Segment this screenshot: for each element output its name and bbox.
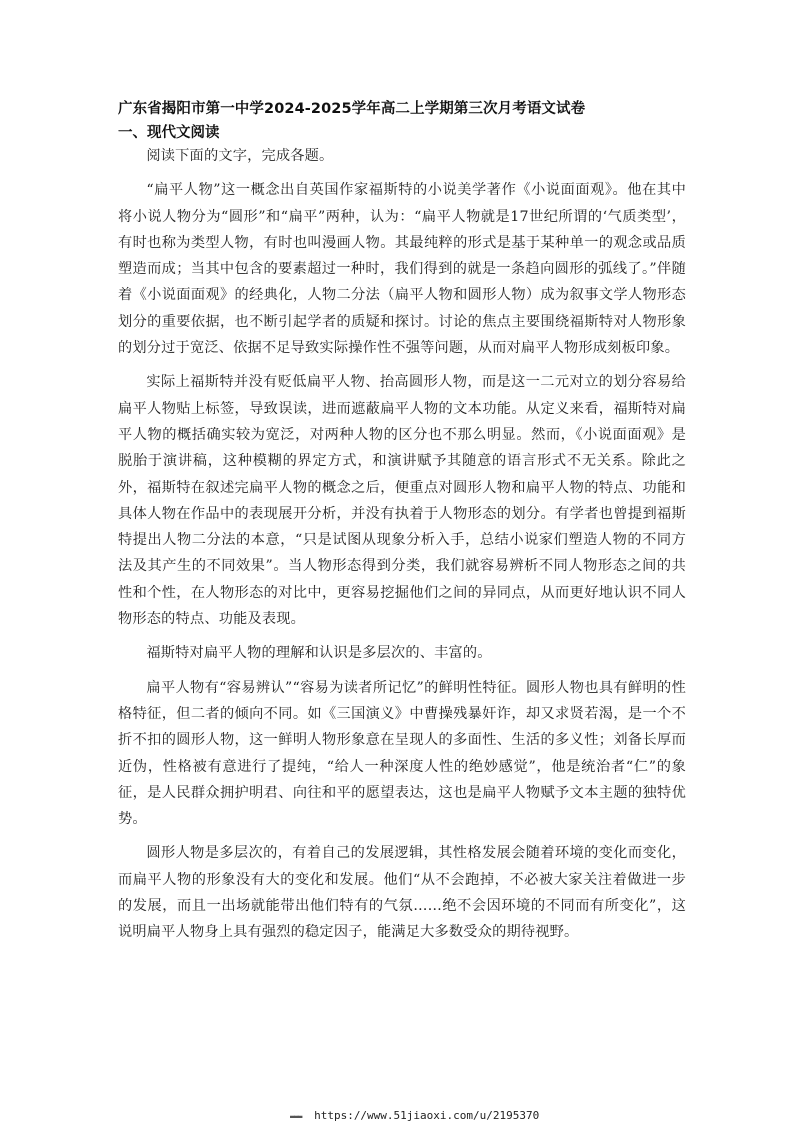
section-heading: 一、现代文阅读 xyxy=(118,125,220,141)
footer-url-link[interactable]: https://www.51jiaoxi.com/u/2195370 xyxy=(314,1109,540,1122)
body-paragraph: 实际上福斯特并没有贬低扁平人物、抬高圆形人物，而是这一二元对立的划分容易给扁平人物贴上标签，导致误读，进而遮蔽扁平人物的文本功能。从定义来看，福斯特对扁平人物的概括确实较为宽泛，对两种人物的区分也不那么明显。然而，《小说面面观》是脱胎于演讲稿，这种模糊的界定方式，和演讲赋予其随意的语言形式不无关系。除此之外，福斯特在叙述完扁平人物的概念之后，便重点对圆形人物和扁平人物的特点、功能和具体人物在作品中的表现展开分析，并没有执着于人物形态的划分。有学者也曾提到福斯特提出人物二分法的本意，“只是试图从现象分析入手，总结小说家们塑造人物的不同方法及其产生的不同效果”。当人物形态得到分类，我们就容易辨析不同人物形态之间的共性和个性，在人物形态的对比中，更容易挖掘他们之间的异同点，从而更好地认识不同人物形态的特点、功能及表现。 xyxy=(118,374,686,628)
instruction-paragraph: 阅读下面的文字，完成各题。 xyxy=(146,148,334,164)
body-paragraph: 福斯特对扁平人物的理解和认识是多层次的、丰富的。 xyxy=(146,645,492,662)
body-paragraph: “扁平人物”这一概念出自英国作家福斯特的小说美学著作《小说面面观》。他在其中将小说人物分为“圆形”和“扁平”两种，认为：“扁平人物就是17世纪所谓的‘气质类型’，有时也称为类型人物，有时也叫漫画人物。其最纯粹的形式是基于某种单一的观念或品质塑造而成；当其中包含的要素超过一种时，我们得到的就是一条趋向圆形的弧线了。”伴随着《小说面面观》的经典化，人物二分法（扁平人物和圆形人物）成为叙事文学人物形态划分的重要依据，也不断引起学者的质疑和探讨。讨论的焦点主要围绕福斯特对人物形象的划分过于宽泛、依据不足导致实际操作性不强等问题，从而对扁平人物形成刻板印象。 xyxy=(118,182,686,357)
body-paragraph: 扁平人物有“容易辨认”“容易为读者所记忆”的鲜明性特征。圆形人物也具有鲜明的性格特征，但二者的倾向不同。如《三国演义》中曹操残暴奸诈，却又求贤若渴，是一个不折不扣的圆形人物，这一鲜明人物形象意在呈现人的多面性、生活的多义性；刘备长厚而近伪，性格被有意进行了提纯，“给人一种深度人性的绝妙感觉”，他是统治者“仁”的象征，是人民群众拥护明君、向往和平的愿望表达，这也是扁平人物赋予文本主题的独特优势。 xyxy=(118,679,686,828)
footer-logo: ▬▬▬ xyxy=(290,1112,302,1121)
exam-title: 广东省揭阳市第一中学2024-2025学年高二上学期第三次月考语文试卷 xyxy=(118,101,586,117)
page-footer xyxy=(290,1109,539,1122)
body-paragraph: 圆形人物是多层次的，有着自己的发展逻辑，其性格发展会随着环境的变化而变化，而扁平人物的形象没有大的变化和发展。他们“从不会跑掉，不必被大家关注着做进一步的发展，而且一出场就能带出他们特有的气氛……绝不会因环境的不同而有所变化”，这说明扁平人物身上具有强烈的稳定因子，能满足大多数受众的期待视野。 xyxy=(118,845,686,941)
article-body xyxy=(118,143,686,946)
